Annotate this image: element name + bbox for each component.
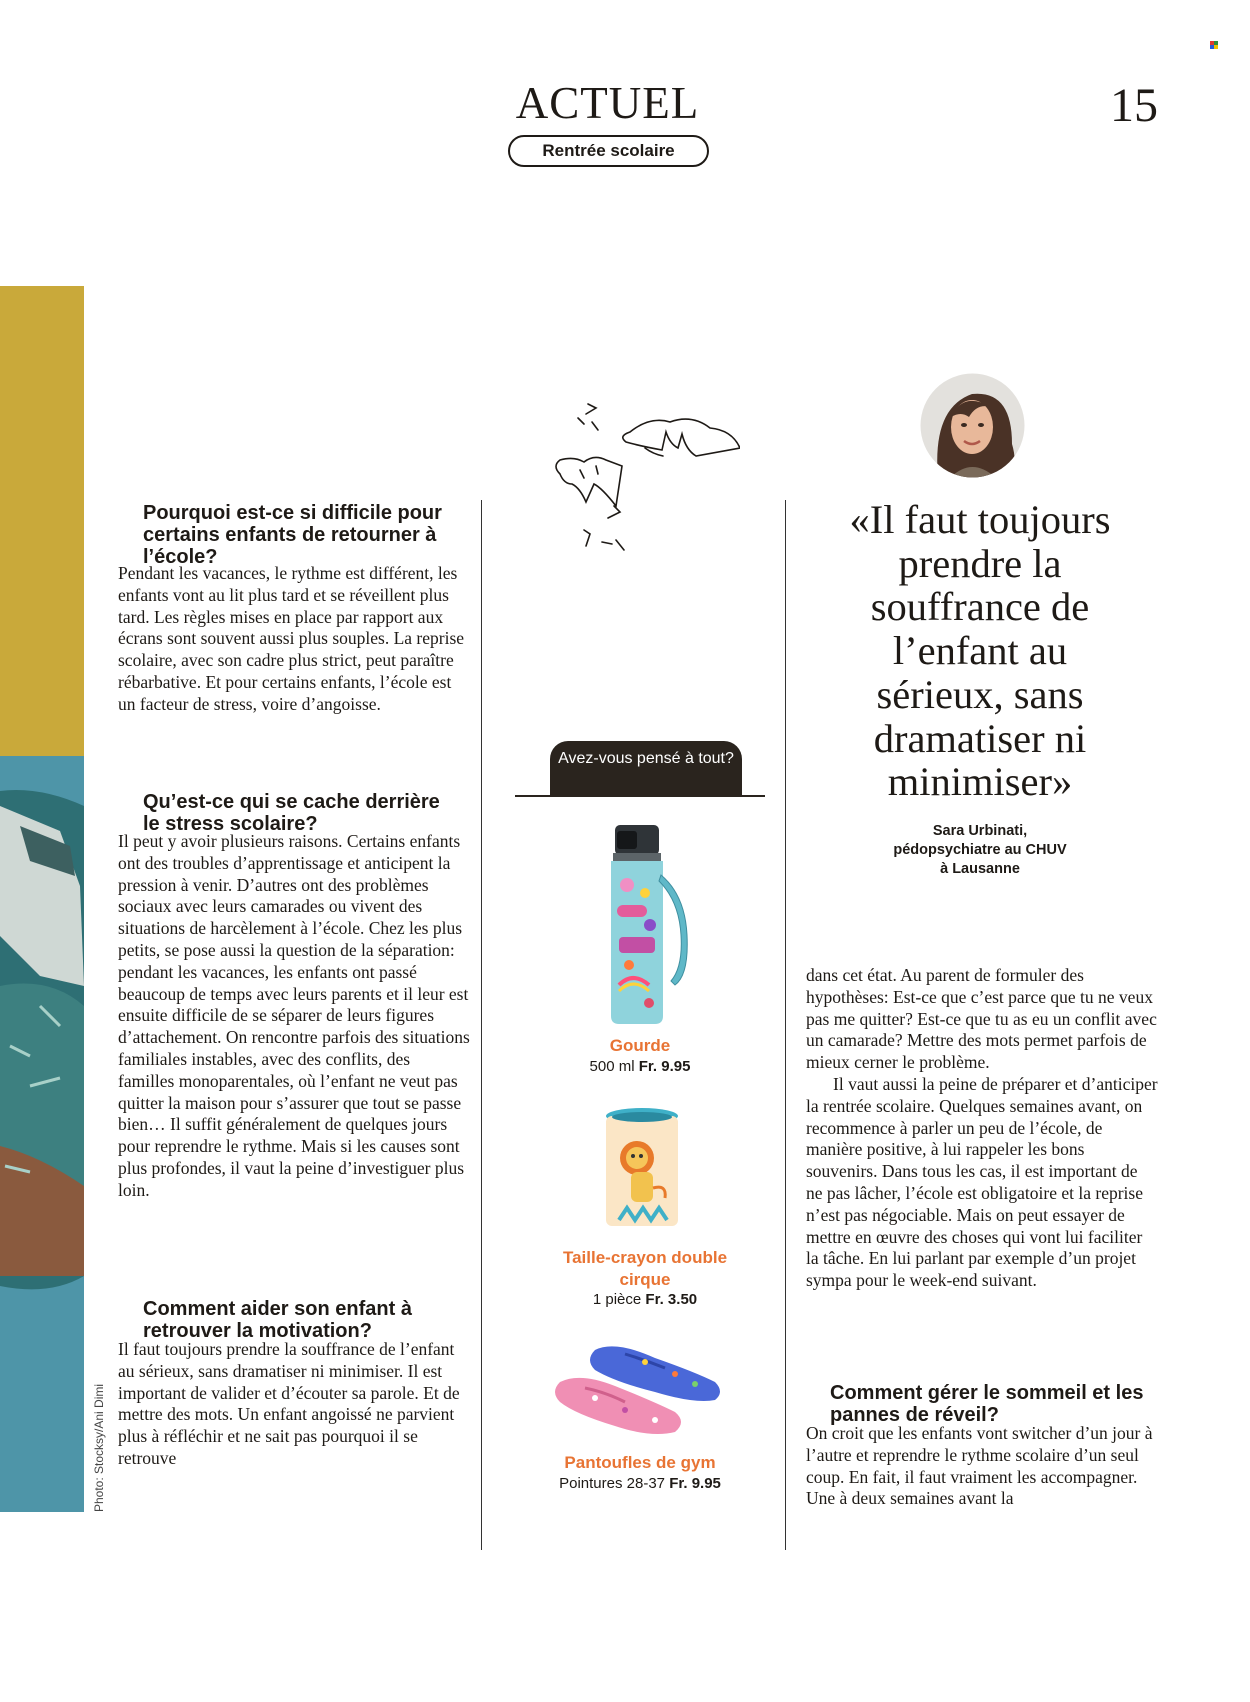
portrait-avatar [920,373,1025,478]
product-box-title: Avez-vous pensé à tout? [550,741,742,796]
body-paragraph: dans cet état. Au parent de formuler des hypothèses: Est-ce que c’est parce que tu ne veux pas me quitter? Est-ce que tu as eu un conflit avec un camarade? Mettre des mots permet parfois de mieux cerner le problème. [806,965,1157,1073]
page-number: 15 [1110,79,1158,132]
product-name: Gourde [609,1036,671,1055]
color-mark-icon [1210,34,1219,42]
attribution-place: à Lausanne [940,861,1020,877]
product-price: Fr. 3.50 [645,1291,698,1308]
attribution-role: pédopsychiatre au CHUV [893,842,1067,858]
product-size: Pointures 28-37 [559,1475,666,1492]
product-detail [540,1291,750,1308]
product-name: Pantoufles de gym [564,1453,716,1472]
gym-slippers-image [555,1340,725,1440]
product-price: Fr. 9.95 [669,1475,721,1492]
product-size: 500 ml [589,1058,635,1075]
attribution-name: Sara Urbinati, [932,823,1028,839]
answer-paragraph: Il peut y avoir plusieurs raisons. Certains enfants ont des troubles d’apprentissage et anticipent la pression à venir. D’autres ont des problèmes sociaux avec leurs camarades ou vivent des situations de harcèlement à l’école. Chez les plus petits, se pose aussi la question de la séparation: pendant les vacances, les enfants ont passé beaucoup de temps avec leurs parents et il leur est ensuite difficile de se séparer de leurs figures d’attachement. On rencontre parfois des situations familiales instables, avec des conflits, des familles monoparentales, où l’enfant ne veut pas quitter la maison pour s’assurer que tout se passe bien… Il suffit généralement de quelques jours pour reprendre le rythme. Mais si les causes sont plus profondes, il vaut la peine d’investiguer plus loin. [118,831,470,1200]
answer-paragraph: Il faut toujours prendre la souffrance de l’enfant au sérieux, sans dramatiser ni minimiser. Il est important de valider et d’écouter sa parole. Et de mettre des mots. Un enfant angoissé ne parvient plus à réfléchir et ne sait pas pourquoi il se retrouve [118,1339,460,1468]
quote-attribution [850,822,1110,879]
section-tag: Rentrée scolaire [508,135,709,167]
photo-credit: Photo: Stocksy/Ani Dimi [92,1383,106,1512]
column-divider [481,500,482,1550]
answer-paragraph: Pendant les vacances, le rythme est différent, les enfants vont au lit plus tard et se réveillent plus tard. Les règles mises en place par rapport aux écrans sont souvent aussi plus souples. La reprise scolaire, avec son cadre plus strict, peut paraître rébarbative. Et pour certains enfants, l’école est un facteur de stress, voire d’angoisse. [118,563,465,714]
answer-paragraph: On croit que les enfants vont switcher d’un jour à l’autre et reprendre le rythme scolaire d’un seul coup. En fait, il faut vraiment les accompagner. Une à deux semaines avant la [806,1423,1153,1509]
box-underline [515,795,765,797]
column-divider [785,500,786,1550]
product-detail [540,1058,740,1075]
product-name: Taille-crayon double cirque [562,1248,728,1289]
product-size: 1 pièce [592,1291,642,1308]
question-heading: Qu’est-ce qui se cache derrière le stress scolaire? [143,791,440,835]
bats-doodle-icon [550,400,740,560]
water-bottle-image [605,825,695,1025]
product-detail [530,1475,750,1492]
question-heading: Comment aider son enfant à retrouver la motivation? [143,1298,412,1342]
question-heading: Pourquoi est-ce si difficile pour certains enfants de retourner à l’école? [143,502,442,568]
section-title: ACTUEL [515,78,700,128]
product-price: Fr. 9.95 [638,1058,691,1075]
body-paragraph: Il vaut aussi la peine de préparer et d’anticiper la rentrée scolaire. Quelques semaines avant, on recommence à parler un peu de l’école, de manière positive, à lui rappeler les bons souvenirs. Dans tous les cas, il est important de ne pas lâcher, l’école est obligatoire et la reprise n’est pas négociable. Mais on peut essayer de mettre en œuvre des choses qui vont lui faciliter la tâche. En lui parlant par exemple d’un projet sympa pour le week-end suivant. [806,1074,1158,1291]
question-heading: Comment gérer le sommeil et les pannes de réveil? [830,1382,1144,1426]
pull-quote: «Il faut toujours prendre la souffrance de l’enfant au sérieux, sans dramatiser ni minimiser» [849,497,1111,805]
pencil-sharpener-image [605,1108,680,1233]
child-photo [0,286,84,1512]
